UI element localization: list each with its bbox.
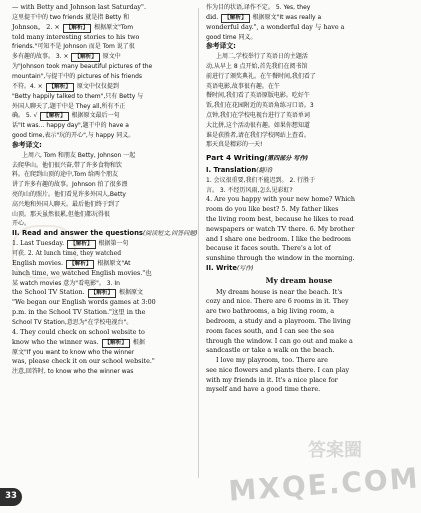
- translation-line: 讲了许多有趣的故事。Johnson 拍了很多漂: [12, 181, 128, 189]
- text-line: p.m. in the School TV Station."这里 in the: [12, 308, 146, 317]
- essay-line: see nice flowers and plants there. I can play: [206, 365, 350, 374]
- translation-line: 亮的山的照片。他们看见许多外国人,Betty: [12, 190, 126, 198]
- analysis-tag: 【解析】: [102, 339, 130, 348]
- translation-line: 上周二,学校举行了英语日的主题活: [216, 53, 308, 61]
- translation-line: 料。在爬到山顶的途中,Tom 给两个朋友: [12, 171, 118, 179]
- right-column: [206, 3, 392, 508]
- text-fragment: 根据第一句: [96, 239, 129, 247]
- text-fragment: 2. At lunch time, they watched: [27, 249, 122, 257]
- analysis-tag: 【解析】: [67, 240, 95, 249]
- text-line: 1. 会议很重要,我们不能迟到。 2. 行胜于: [206, 176, 316, 184]
- left-column: [12, 3, 198, 508]
- text-line: 这里提干中的 two friends 就是指 Betty 和: [12, 13, 130, 21]
- text-line: 4. Are you happy with your new home? Which: [206, 195, 355, 204]
- text-line: wonderful day.", a wonderful day 与 have a: [206, 22, 345, 31]
- text-line: 4. They could check on school website to: [12, 327, 145, 336]
- text-fragment: 根据原文最后一句: [69, 112, 120, 120]
- analysis-tag: 【解析】: [88, 289, 116, 298]
- text-fragment: 根据: [130, 338, 145, 346]
- analysis-tag: 【解析】: [63, 24, 91, 33]
- text-line: good time,表示"玩的开心",与 happy 同义。: [12, 132, 135, 140]
- text-fragment: 原文中仅仅提到: [74, 82, 119, 90]
- page-number: 33: [0, 488, 22, 506]
- text-fragment: 多有趣的故事。 3. ×: [12, 53, 71, 61]
- translation-line: 去爬华山。他们很兴奋,带了许多食物和饮: [12, 161, 122, 169]
- translation-line: 动,从早上 8 点开始,首先我们在阅书馆: [206, 62, 308, 70]
- text-line: 注意,回答时, to know who the winner was: [12, 368, 134, 376]
- text-line: 为"Johnson took many beautiful pictures of the: [12, 63, 153, 71]
- translation-line: 山顶。那天虽然很累,但他们都玩得很: [12, 210, 110, 218]
- text-line: the living room best, because he likes to read: [206, 214, 354, 223]
- text-fragment: 可获.: [12, 249, 26, 257]
- text-line: room do you like best? 5. My father likes: [206, 205, 339, 214]
- essay-line: with my friends in it. It's a nice place for: [206, 375, 338, 384]
- translation-line: 大比拼,这个活动很有趣。如果你想知道: [206, 121, 310, 129]
- text-line: because it faces south. There's a lot of: [206, 244, 331, 253]
- essay-line: myself and have a good time there.: [206, 385, 321, 394]
- essay-line: cozy and nice. There are 6 rooms in it. They: [206, 297, 349, 306]
- text-line: 外国人聊天了,题干中是 They all,所有不正: [12, 102, 126, 110]
- part-title: Part 4 Writing: [206, 153, 265, 163]
- analysis-tag: 【解析】: [221, 14, 249, 23]
- watermark-logo: MXQE.COM: [227, 461, 421, 508]
- section-heading: [12, 229, 198, 239]
- translation-line: 谁是获胜者,请在我们学校网站上查看。: [206, 131, 310, 139]
- section2-answers-continued: [206, 3, 392, 52]
- translation-answers: [206, 176, 392, 264]
- analysis-tag: 【解析】: [71, 53, 99, 62]
- reference-translation-label: 参考译文:: [206, 42, 236, 51]
- text-line: newspapers or watch TV there. 6. My brother: [206, 224, 355, 233]
- section-title: II. Write: [206, 263, 237, 272]
- reference-translation: [206, 52, 392, 150]
- text-line: friends."可知不是 Johnson 而是 Tom 说了很: [12, 43, 135, 51]
- text-fragment: 确。 5. √: [12, 112, 40, 120]
- text-line: 言。 3. 不经历风雨,怎么见彩虹?: [206, 186, 293, 194]
- text-line: 某 watch movies 意为"看电影"。 3. In: [12, 279, 120, 287]
- translation-line: 餐时间,我们看了英语原版电影。吃好午: [206, 92, 310, 100]
- translation-line: 上周六, Tom 和朋友 Betty, Johnson 一起: [22, 151, 136, 159]
- answer-explanations-part1: [12, 3, 192, 151]
- analysis-tag: 【解析】: [46, 83, 74, 92]
- text-fragment: 根据原文"Tom: [92, 23, 134, 31]
- section-title: I. Translation: [206, 165, 257, 174]
- text-fragment: English movies.: [12, 258, 66, 267]
- column-divider: [198, 8, 199, 478]
- section2-answers: [12, 239, 192, 377]
- essay-line: sandcastle or take a walk on the beach.: [206, 346, 335, 355]
- analysis-tag: 【解析】: [66, 260, 94, 269]
- translation-line: 前进行了颁奖典礼。在午餐时间,我们看了: [206, 72, 316, 80]
- part-heading: [206, 153, 392, 164]
- answer-mark: Johnson。 2. ×: [12, 22, 62, 31]
- text-line: was, please check it on our school website.": [12, 357, 155, 366]
- essay-body: [206, 288, 392, 396]
- text-fragment: the School TV Station.: [12, 288, 87, 297]
- translation-line: 高兴地和外国人聊天。最后他们终于到了: [12, 200, 121, 208]
- text-line: School TV Station,意思为"在学校电视台"。: [12, 318, 133, 326]
- text-line: and I share one bedroom. I like the bedroom: [206, 234, 351, 243]
- essay-line: room faces south, and I can see the sea: [206, 326, 335, 335]
- text-fragment: 不符。4. ×: [12, 82, 45, 90]
- part-note: (第四部分 写作): [264, 155, 309, 163]
- essay-line: I love my playroom, too. There are: [216, 356, 328, 365]
- section-title: II. Read and answer the questions: [12, 229, 143, 238]
- text-fragment: 根据原文: [117, 289, 143, 297]
- text-line: 话"It was… happy day",题干中的 have a: [12, 122, 129, 130]
- text-line: "We began our English words games at 3:00: [12, 298, 156, 307]
- reference-translation: [12, 151, 192, 229]
- section-note: (阅读短文,回答问题): [142, 230, 198, 238]
- text-line: mountain",与提干中的 pictures of his friends: [12, 72, 143, 80]
- translation-line: 英语电影,故事很有趣。在午: [206, 82, 280, 90]
- text-fragment: 根据原文"At: [95, 259, 131, 267]
- watermark-logo-cn: 答案圈: [308, 440, 362, 461]
- text-fragment: did.: [206, 12, 221, 21]
- text-line: 作为目的状语,译作不定。 5. Yes, they: [206, 4, 311, 11]
- text-fragment: 原文中: [100, 53, 121, 61]
- text-fragment: 根据原文"It was really a: [250, 13, 322, 21]
- essay-title: My dream house: [265, 275, 333, 285]
- reference-translation-label: 参考译文:: [12, 140, 42, 149]
- translation-line: 开心。: [12, 220, 31, 228]
- section-note: (写作): [236, 264, 254, 272]
- text-line: lunch time, we watched English movies."也: [12, 268, 152, 277]
- translation-line: 那天真是精彩的一天!: [206, 141, 263, 149]
- text-line: good time 同义。: [206, 33, 257, 41]
- section-heading: [206, 264, 392, 274]
- text-line: told many interesting stories to his two: [12, 32, 140, 41]
- essay-line: bedroom, a study and a playroom. The living: [206, 316, 351, 325]
- section-heading: [206, 166, 392, 176]
- text-line: 原文"If you want to know who the winner: [12, 348, 135, 356]
- text-fragment: 1. Last Tuesday.: [12, 238, 67, 247]
- translation-line: 点钟,我们在学校电视台进行了英语单词: [206, 111, 310, 119]
- analysis-tag: 【解析】: [40, 112, 68, 121]
- text-line: "Betty happily talked to them",只有 Betty 与: [12, 92, 144, 100]
- essay-line: are two bathrooms, a big living room, a: [206, 307, 335, 316]
- translation-line: 饭,我们在花园附近的英语角练习口语。3: [206, 102, 314, 110]
- essay-line: My dream house is near the beach. It's: [216, 287, 343, 296]
- text-line: sunshine through the window in the morning.: [206, 254, 355, 263]
- section-note: (翻译): [256, 166, 273, 174]
- text-fragment: know who the winner was.: [12, 337, 101, 346]
- essay-line: through the window. I can go out and make a: [206, 336, 353, 345]
- text-line: — with Betty and Johnson last Saturday".: [12, 3, 147, 11]
